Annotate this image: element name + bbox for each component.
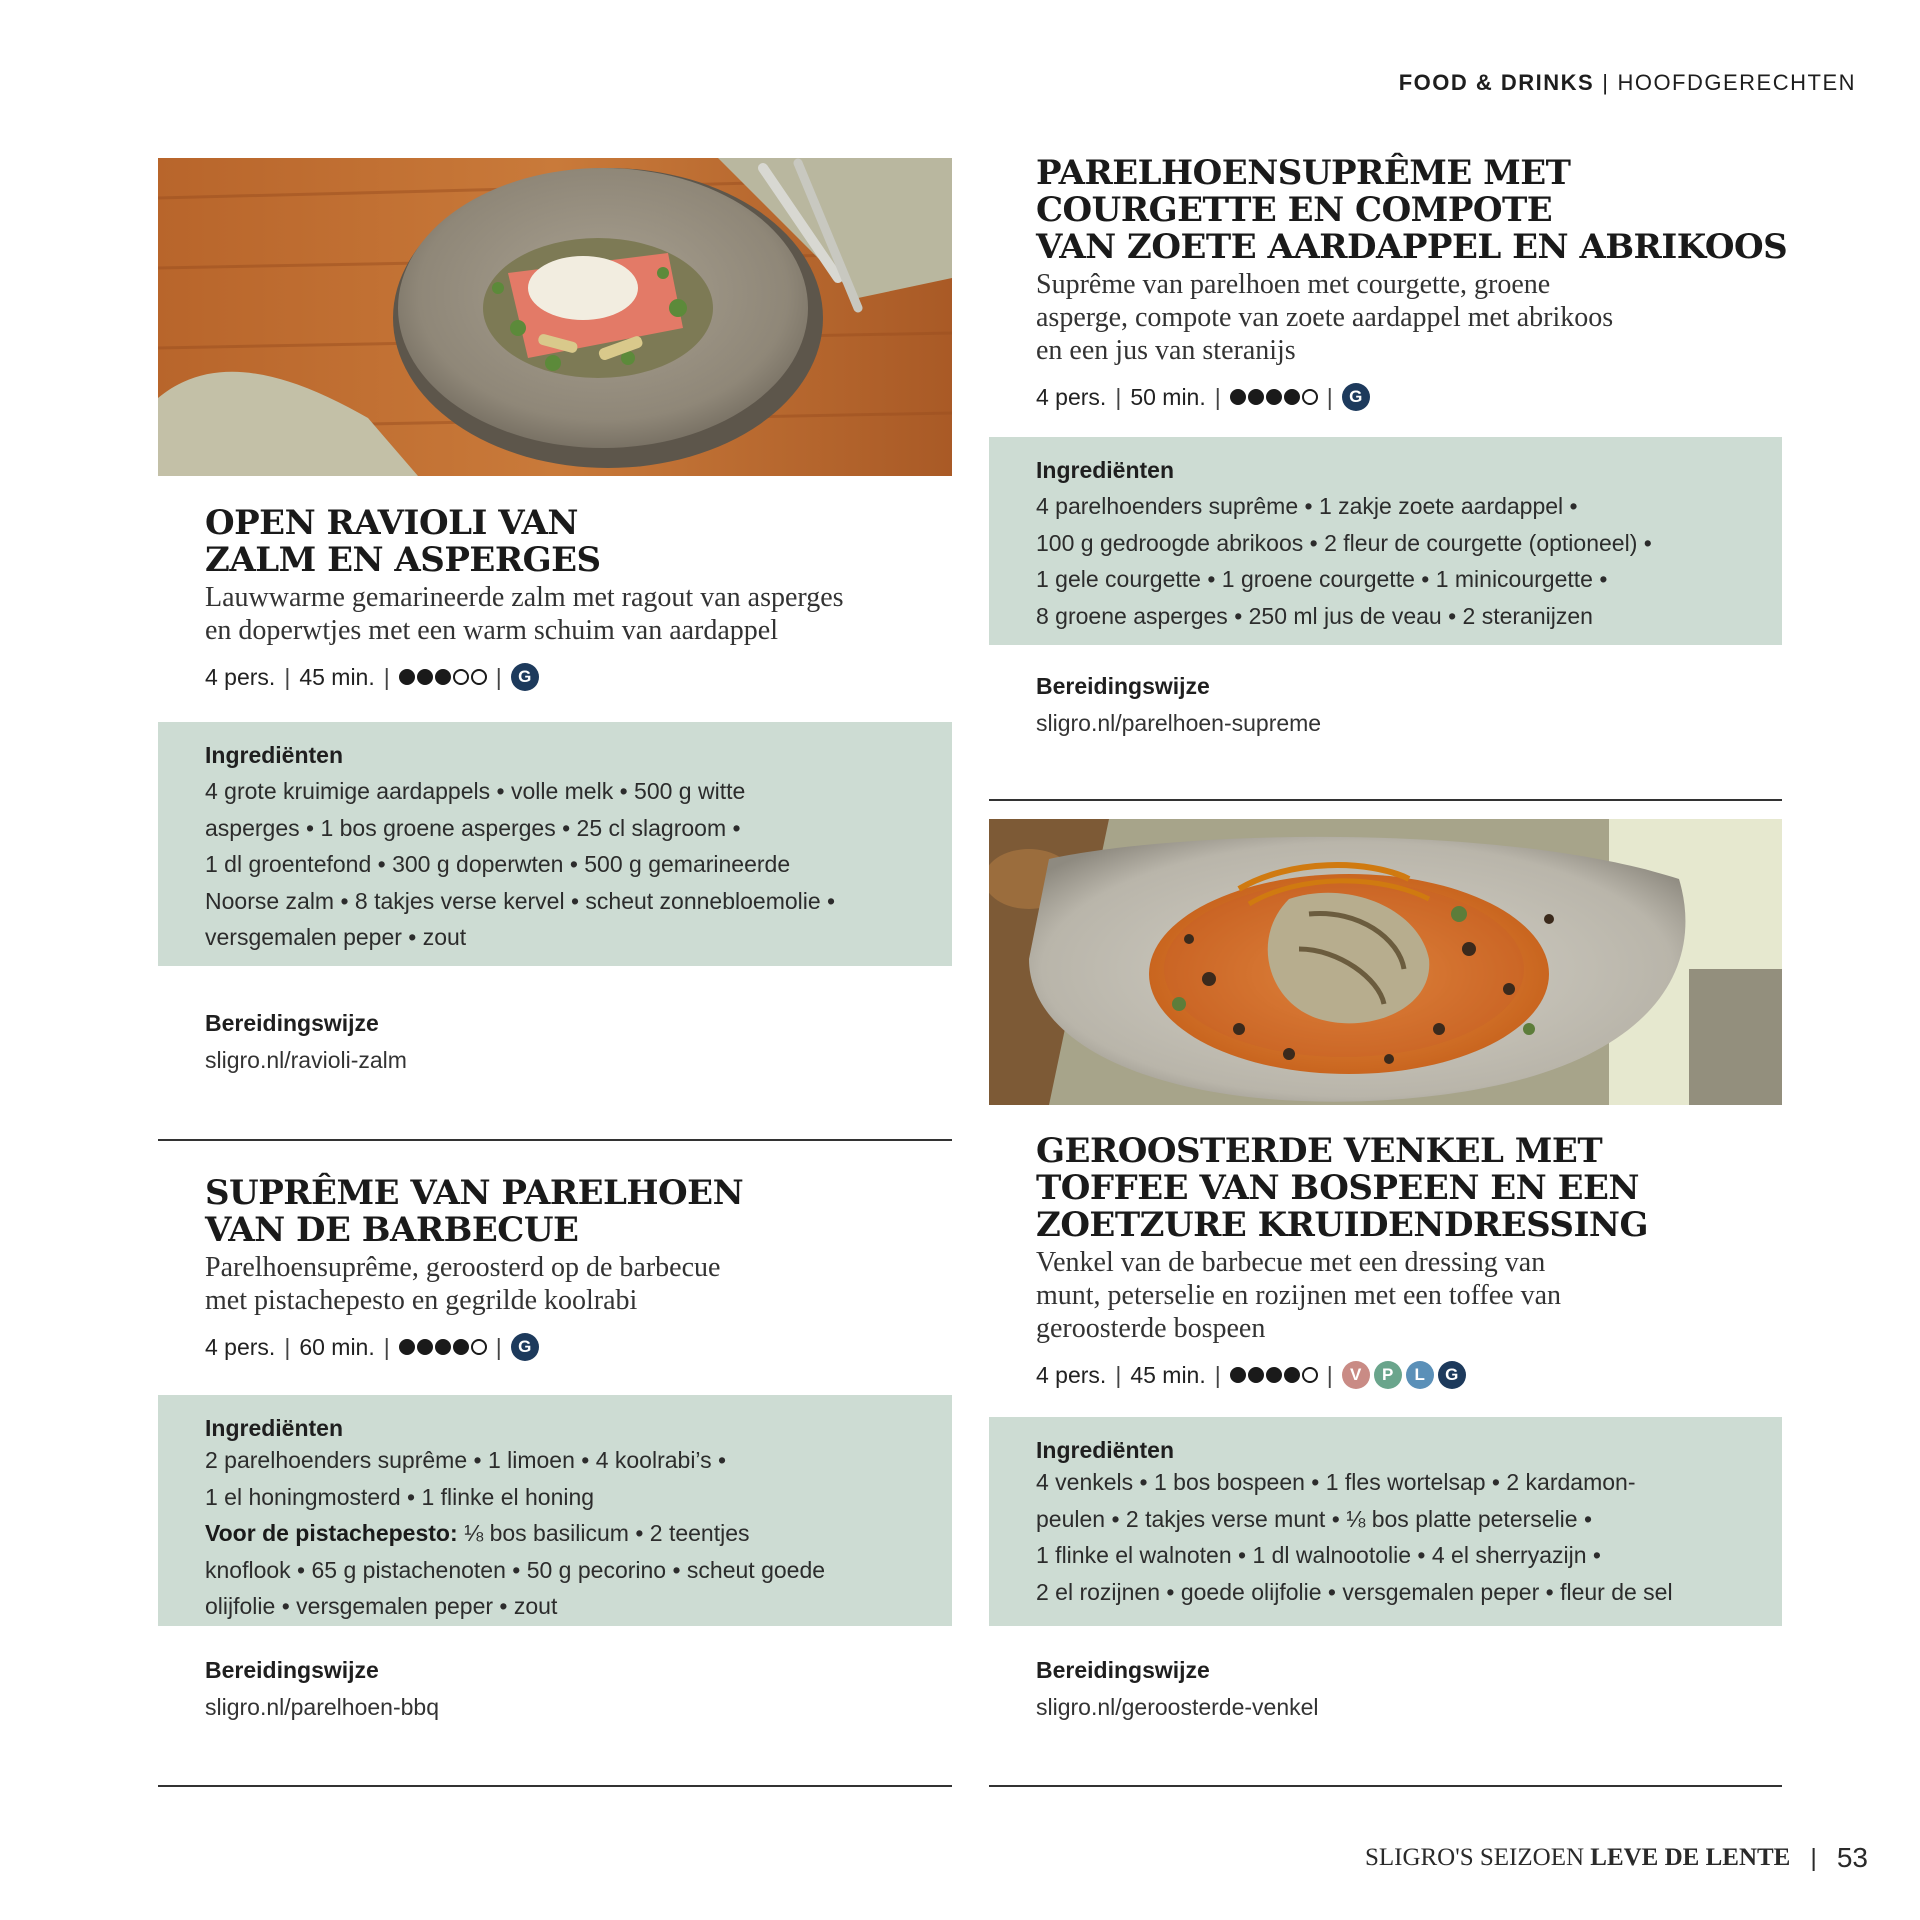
difficulty-rating bbox=[1230, 1367, 1318, 1383]
preparation-title: Bereidingswijze bbox=[205, 1657, 379, 1683]
recipe-meta bbox=[205, 663, 965, 691]
footer-separator: | bbox=[1810, 1843, 1817, 1872]
difficulty-dot-filled bbox=[399, 669, 415, 685]
footer-brand: SLIGRO'S SEIZOEN bbox=[1364, 1844, 1585, 1871]
preparation-link[interactable]: sligro.nl/parelhoen-bbq bbox=[205, 1694, 439, 1720]
diet-badge-v: V bbox=[1342, 1361, 1370, 1389]
ingredient-line: 1 gele courgette • 1 groene courgette • 1 minicourgette • bbox=[1036, 566, 1608, 592]
subtitle-line: Venkel van de barbecue met een dressing van bbox=[1036, 1247, 1546, 1278]
ingredients-title: Ingrediënten bbox=[1036, 457, 1175, 483]
ingredients-panel-parelhoen-supreme bbox=[989, 437, 1782, 645]
difficulty-dot-filled bbox=[435, 1339, 451, 1355]
title-line: ZALM EN ASPERGES bbox=[205, 540, 601, 580]
title-line: VAN DE BARBECUE bbox=[205, 1210, 579, 1250]
diet-badge-g: G bbox=[1342, 383, 1370, 411]
difficulty-dot-filled bbox=[453, 1339, 469, 1355]
ingredient-line: Noorse zalm • 8 takjes verse kervel • scheut zonnebloemolie • bbox=[205, 887, 836, 914]
recipe-meta bbox=[1036, 383, 1866, 411]
difficulty-dot-filled bbox=[1230, 389, 1246, 405]
diet-badges bbox=[511, 663, 539, 691]
recipe-meta bbox=[1036, 1361, 1866, 1389]
ingredient-line: 100 g gedroogde abrikoos • 2 fleur de courgette (optioneel) • bbox=[1036, 529, 1652, 556]
ingredient-line: 8 groene asperges • 250 ml jus de veau • 2 steranijzen bbox=[1036, 602, 1593, 629]
title-line: OPEN RAVIOLI VAN bbox=[205, 503, 578, 543]
header-separator: | bbox=[1602, 70, 1610, 95]
diet-badges bbox=[1342, 1361, 1466, 1389]
subtitle-line: met pistachepesto en gegrilde koolrabi bbox=[205, 1285, 638, 1316]
meta-divider: | bbox=[495, 663, 502, 690]
persons: 4 pers. bbox=[1036, 1361, 1107, 1388]
recipe-subtitle bbox=[205, 1251, 965, 1317]
title-line: GEROOSTERDE VENKEL MET bbox=[1036, 1131, 1603, 1171]
recipe-ravioli bbox=[205, 505, 965, 691]
preparation-title: Bereidingswijze bbox=[205, 1010, 379, 1036]
ingredients-title: Ingrediënten bbox=[205, 1415, 344, 1441]
difficulty-dot-empty bbox=[1302, 1367, 1318, 1383]
preparation-parelhoen-supreme bbox=[1036, 673, 1321, 737]
subtitle-line: asperge, compote van zoete aardappel met abrikoos bbox=[1036, 302, 1614, 333]
difficulty-dot-filled bbox=[1266, 389, 1282, 405]
ingredient-line: peulen • 2 takjes verse munt • ⅛ bos platte peterselie • bbox=[1036, 1505, 1593, 1532]
recipe-title bbox=[1036, 155, 1866, 266]
recipe-photo-ravioli bbox=[158, 158, 952, 476]
difficulty-dot-empty bbox=[1302, 389, 1318, 405]
recipe-subtitle bbox=[1036, 1246, 1866, 1345]
preparation-link[interactable]: sligro.nl/ravioli-zalm bbox=[205, 1047, 407, 1073]
difficulty-dot-filled bbox=[417, 669, 433, 685]
ingredient-line: 1 flinke el walnoten • 1 dl walnootolie • 4 el sherryazijn • bbox=[1036, 1542, 1601, 1568]
title-line: SUPRÊME VAN PARELHOEN bbox=[205, 1173, 744, 1213]
ingredients-title: Ingrediënten bbox=[205, 742, 344, 768]
pesto-ingredients: ⅛ bos basilicum • 2 teentjes bbox=[457, 1520, 750, 1546]
difficulty-rating bbox=[399, 1339, 487, 1355]
page-footer bbox=[1365, 1842, 1868, 1874]
ingredients-panel-venkel bbox=[989, 1417, 1782, 1626]
ingredient-line: versgemalen peper • zout bbox=[205, 924, 467, 950]
ingredients-title: Ingrediënten bbox=[1036, 1437, 1175, 1463]
recipe-subtitle bbox=[1036, 268, 1866, 367]
recipe-meta bbox=[205, 1333, 965, 1361]
subtitle-line: en doperwtjes met een warm schuim van aardappel bbox=[205, 615, 779, 646]
ingredient-line: 4 grote kruimige aardappels • volle melk • 500 g witte bbox=[205, 778, 746, 804]
recipe-title bbox=[205, 505, 965, 579]
difficulty-dot-filled bbox=[417, 1339, 433, 1355]
title-line: TOFFEE VAN BOSPEEN EN EEN bbox=[1036, 1168, 1639, 1208]
subtitle-line: en een jus van steranijs bbox=[1036, 335, 1296, 366]
preparation-venkel bbox=[1036, 1657, 1319, 1721]
header-section: HOOFDGERECHTEN bbox=[1617, 70, 1856, 95]
ingredients-panel-parelhoen-bbq bbox=[158, 1395, 952, 1626]
pesto-label: Voor de pistachepesto: bbox=[205, 1520, 458, 1546]
preparation-parelhoen-bbq bbox=[205, 1657, 439, 1721]
ingredients-panel-ravioli bbox=[158, 722, 952, 966]
prep-time: 45 min. bbox=[299, 663, 375, 690]
ingredient-line: asperges • 1 bos groene asperges • 25 cl slagroom • bbox=[205, 814, 741, 841]
difficulty-dot-filled bbox=[399, 1339, 415, 1355]
ingredient-line: 2 el rozijnen • goede olijfolie • versgemalen peper • fleur de sel bbox=[1036, 1578, 1673, 1605]
meta-divider: | bbox=[1326, 383, 1333, 410]
diet-badge-l: L bbox=[1406, 1361, 1434, 1389]
preparation-title: Bereidingswijze bbox=[1036, 673, 1210, 699]
meta-divider: | bbox=[1115, 383, 1122, 410]
difficulty-dot-empty bbox=[471, 1339, 487, 1355]
subtitle-line: geroosterde bospeen bbox=[1036, 1313, 1266, 1344]
diet-badges bbox=[1342, 383, 1370, 411]
divider-line bbox=[158, 1139, 952, 1141]
meta-divider: | bbox=[495, 1333, 502, 1360]
title-line: PARELHOENSUPRÊME MET bbox=[1036, 153, 1571, 193]
preparation-link[interactable]: sligro.nl/geroosterde-venkel bbox=[1036, 1694, 1319, 1720]
meta-divider: | bbox=[1115, 1361, 1122, 1388]
recipe-parelhoen-supreme bbox=[1036, 155, 1866, 411]
recipe-parelhoen-bbq bbox=[205, 1175, 965, 1361]
difficulty-dot-empty bbox=[471, 669, 487, 685]
ingredient-line: 4 parelhoenders suprême • 1 zakje zoete aardappel • bbox=[1036, 493, 1578, 519]
ingredient-line: olijfolie • versgemalen peper • zout bbox=[205, 1593, 558, 1619]
diet-badge-g: G bbox=[511, 1333, 539, 1361]
difficulty-dot-empty bbox=[453, 669, 469, 685]
ingredient-line: 1 dl groentefond • 300 g doperwten • 500 g gemarineerde bbox=[205, 851, 791, 877]
prep-time: 50 min. bbox=[1130, 383, 1206, 410]
title-line: COURGETTE EN COMPOTE bbox=[1036, 190, 1553, 230]
diet-badges bbox=[511, 1333, 539, 1361]
prep-time: 45 min. bbox=[1130, 1361, 1206, 1388]
ingredient-line: 1 el honingmosterd • 1 flinke el honing bbox=[205, 1483, 595, 1510]
persons: 4 pers. bbox=[205, 663, 276, 690]
subtitle-line: Parelhoensuprême, geroosterd op de barbecue bbox=[205, 1252, 721, 1283]
recipe-title bbox=[1036, 1133, 1866, 1244]
recipe-title bbox=[205, 1175, 965, 1249]
meta-divider: | bbox=[383, 1333, 390, 1360]
difficulty-rating bbox=[399, 669, 487, 685]
subtitle-line: Lauwwarme gemarineerde zalm met ragout van asperges bbox=[205, 582, 844, 613]
meta-divider: | bbox=[1214, 1361, 1221, 1388]
ingredient-line: 4 venkels • 1 bos bospeen • 1 fles wortelsap • 2 kardamon- bbox=[1036, 1469, 1636, 1495]
page-header bbox=[1399, 70, 1856, 96]
recipe-photo-venkel bbox=[989, 819, 1782, 1105]
recipe-venkel bbox=[1036, 1133, 1866, 1389]
divider-line bbox=[989, 799, 1782, 801]
meta-divider: | bbox=[284, 1333, 291, 1360]
diet-badge-p: P bbox=[1374, 1361, 1402, 1389]
subtitle-line: Suprême van parelhoen met courgette, groene bbox=[1036, 269, 1551, 300]
footer-edition: LEVE DE LENTE bbox=[1590, 1844, 1791, 1871]
subtitle-line: munt, peterselie en rozijnen met een toffee van bbox=[1036, 1280, 1562, 1311]
preparation-link[interactable]: sligro.nl/parelhoen-supreme bbox=[1036, 710, 1322, 736]
persons: 4 pers. bbox=[1036, 383, 1107, 410]
difficulty-rating bbox=[1230, 389, 1318, 405]
page-number: 53 bbox=[1836, 1842, 1868, 1873]
meta-divider: | bbox=[1214, 383, 1221, 410]
difficulty-dot-filled bbox=[1266, 1367, 1282, 1383]
meta-divider: | bbox=[1326, 1361, 1333, 1388]
divider-line bbox=[158, 1785, 952, 1787]
difficulty-dot-filled bbox=[1248, 1367, 1264, 1383]
title-line: ZOETZURE KRUIDENDRESSING bbox=[1036, 1205, 1649, 1245]
difficulty-dot-filled bbox=[1248, 389, 1264, 405]
diet-badge-g: G bbox=[1438, 1361, 1466, 1389]
difficulty-dot-filled bbox=[435, 669, 451, 685]
difficulty-dot-filled bbox=[1230, 1367, 1246, 1383]
preparation-title: Bereidingswijze bbox=[1036, 1657, 1210, 1683]
prep-time: 60 min. bbox=[299, 1333, 375, 1360]
persons: 4 pers. bbox=[205, 1333, 276, 1360]
difficulty-dot-filled bbox=[1284, 389, 1300, 405]
title-line: VAN ZOETE AARDAPPEL EN ABRIKOOS bbox=[1036, 227, 1788, 267]
ingredient-line: knoflook • 65 g pistachenoten • 50 g pecorino • scheut goede bbox=[205, 1556, 826, 1583]
ingredient-line bbox=[205, 1515, 952, 1552]
preparation-ravioli bbox=[205, 1010, 407, 1074]
meta-divider: | bbox=[383, 663, 390, 690]
divider-line bbox=[989, 1785, 1782, 1787]
meta-divider: | bbox=[284, 663, 291, 690]
header-category: FOOD & DRINKS bbox=[1398, 70, 1595, 95]
difficulty-dot-filled bbox=[1284, 1367, 1300, 1383]
recipe-subtitle bbox=[205, 581, 965, 647]
diet-badge-g: G bbox=[511, 663, 539, 691]
ingredient-line: 2 parelhoenders suprême • 1 limoen • 4 koolrabi’s • bbox=[205, 1447, 727, 1473]
